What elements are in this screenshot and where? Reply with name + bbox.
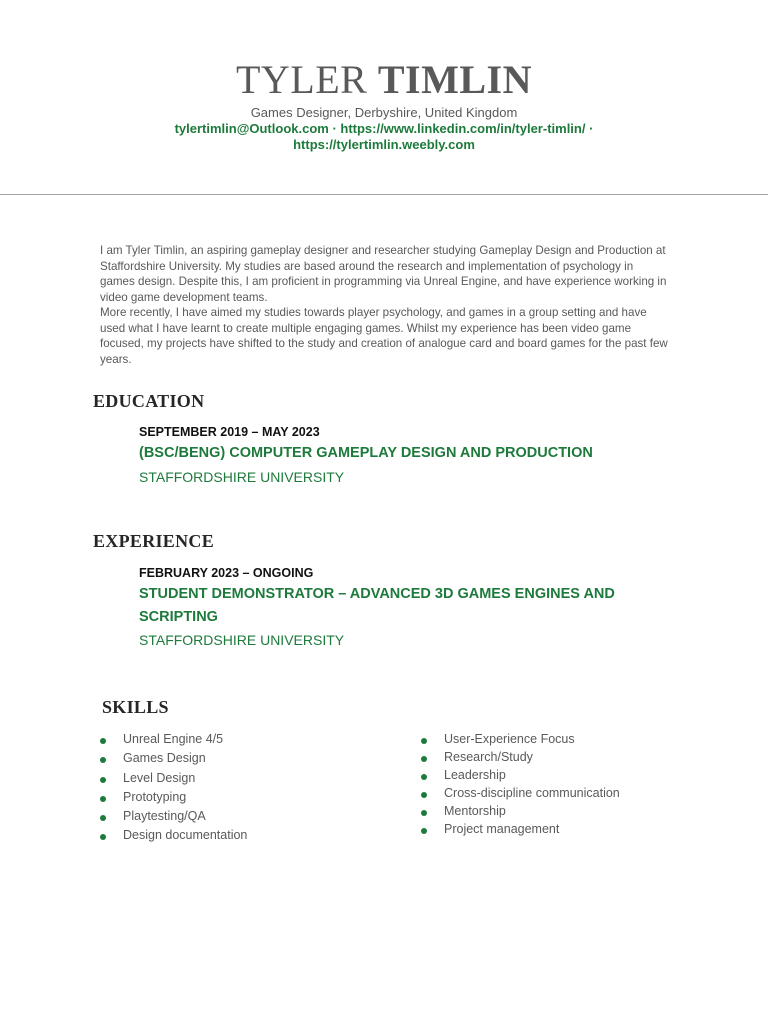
bullet-icon: [421, 810, 427, 816]
experience-heading: EXPERIENCE: [93, 531, 215, 551]
bullet-icon: [100, 757, 106, 763]
candidate-name: [0, 56, 768, 104]
bullet-icon: [421, 792, 427, 798]
bullet-icon: [421, 828, 427, 834]
education-heading: EDUCATION: [93, 391, 205, 411]
education-institution: STAFFORDSHIRE UNIVERSITY: [139, 469, 345, 485]
experience-organization: STAFFORDSHIRE UNIVERSITY: [139, 632, 345, 648]
skill-item: Design documentation: [99, 828, 247, 847]
resume-header: [0, 56, 768, 153]
bullet-icon: [100, 815, 106, 821]
skill-item: Cross-discipline communication: [420, 786, 620, 804]
bullet-icon: [100, 777, 106, 783]
experience-role: STUDENT DEMONSTRATOR – ADVANCED 3D GAMES ENGINES AND SCRIPTING: [139, 586, 615, 625]
bullet-icon: [421, 774, 427, 780]
skill-item: Prototyping: [99, 790, 247, 809]
contact-line-2[interactable]: https://tylertimlin.weebly.com: [293, 137, 475, 152]
job-title-location: Games Designer, Derbyshire, United Kingdom: [250, 105, 518, 120]
profile-summary: [100, 243, 670, 367]
skill-item: User-Experience Focus: [420, 732, 620, 750]
contact-line-1[interactable]: tylertimlin@Outlook.com · https://www.linkedin.com/in/tyler-timlin/ ·: [174, 121, 594, 136]
skill-item: Leadership: [420, 768, 620, 786]
first-name: TYLER: [235, 57, 368, 102]
skill-item: Level Design: [99, 771, 247, 790]
skill-item: Project management: [420, 822, 620, 840]
skill-item: Unreal Engine 4/5: [99, 732, 247, 751]
summary-paragraph-2: More recently, I have aimed my studies towards player psychology, and games in a group setting and have used what I have learnt to create multiple engaging games. Whilst my experience has been video game focused, my projects have shifted to the study and creation of analogue card and board games for the past few years.: [100, 306, 668, 366]
education-date: SEPTEMBER 2019 – MAY 2023: [139, 425, 320, 439]
skills-heading: SKILLS: [102, 697, 169, 717]
skill-item: Playtesting/QA: [99, 809, 247, 828]
skill-item: Mentorship: [420, 804, 620, 822]
summary-paragraph-1: I am Tyler Timlin, an aspiring gameplay designer and researcher studying Gameplay Design and Production at Staffordshire University. My studies are based around the research and implementation of psychology in games design. Despite this, I am proficient in programming via Unreal Engine, and have experience working in video game development teams.: [100, 244, 667, 304]
education-degree: (BSC/BENG) COMPUTER GAMEPLAY DESIGN AND PRODUCTION: [139, 445, 593, 461]
bullet-icon: [421, 756, 427, 762]
skill-item: Research/Study: [420, 750, 620, 768]
bullet-icon: [100, 738, 106, 744]
skill-item: Games Design: [99, 751, 247, 770]
skills-list-left: [99, 732, 247, 848]
skills-list-right: [420, 732, 620, 841]
last-name: TIMLIN: [377, 57, 532, 102]
bullet-icon: [421, 738, 427, 744]
bullet-icon: [100, 796, 106, 802]
bullet-icon: [100, 834, 106, 840]
header-divider: [0, 194, 768, 195]
experience-date: FEBRUARY 2023 – ONGOING: [139, 566, 314, 580]
